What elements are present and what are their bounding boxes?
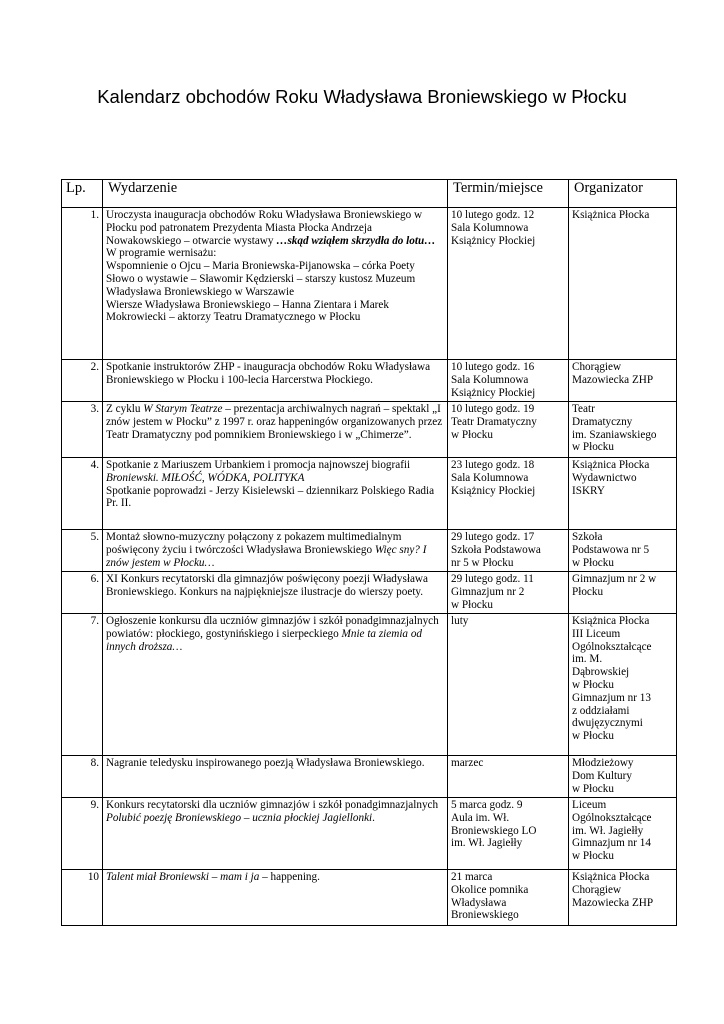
time-place-line: 21 marca: [451, 871, 493, 883]
contest-title: Polubić poezję Broniewskiego – ucznia płockiej Jagiellonki: [106, 811, 373, 824]
organizer-line: im. M.: [572, 653, 603, 666]
event-text: Z cyklu: [106, 403, 144, 415]
organizer-line: im. Wł. Jagiełły: [572, 824, 644, 837]
organizer-cell: [569, 614, 677, 756]
organizer-line: Dramatyczny: [572, 415, 633, 428]
header-lp: Lp.: [62, 180, 103, 208]
organizer-line: im. Szaniawskiego: [572, 428, 657, 441]
time-place-cell: [448, 402, 569, 458]
time-place-cell: [448, 458, 569, 530]
event-text: Spotkanie poprowadzi - Jerzy Kisielewski – dziennikarz Polskiego Radia Pr. II.: [106, 484, 435, 510]
organizer-line: Chorągiew: [572, 361, 622, 373]
table-row: [62, 798, 677, 870]
row-number: 6.: [62, 572, 103, 614]
table-row: [62, 530, 677, 572]
organizer-cell: [569, 870, 677, 926]
time-place-line: Okolice pomnika: [451, 883, 529, 896]
organizer-line: w Płocku: [572, 678, 614, 691]
event-cell: [103, 614, 448, 756]
event-cell: [103, 756, 448, 798]
organizer-line: w Płocku: [572, 441, 614, 454]
table-row: [62, 458, 677, 530]
time-place-cell: [448, 360, 569, 402]
organizer-line: Dom Kultury: [572, 769, 632, 782]
book-title: Broniewski. MIŁOŚĆ, WÓDKA, POLITYKA: [106, 471, 305, 484]
time-place-line: w Płocku: [451, 428, 493, 441]
organizer-line: Młodzieżowy: [572, 757, 634, 769]
event-text: W programie wernisażu:: [106, 247, 217, 260]
time-place-line: w Płocku: [451, 598, 493, 611]
show-title: Więc sny? I znów jestem w Płocku…: [106, 543, 427, 569]
event-text: .: [372, 811, 375, 824]
row-number: 3.: [62, 402, 103, 458]
time-place-cell: [448, 614, 569, 756]
event-text: Wiersze Władysława Broniewskiego – Hanna Zientara i Marek Mokrowiecki – aktorzy Teatru Dramatycznego w Płocku: [106, 298, 389, 324]
time-place-line: 10 lutego godz. 12: [451, 209, 535, 221]
event-text: Montaż słowno-muzyczny połączony z pokazem multimedialnym poświęcony życiu i twórczości Władysława Broniewskiego: [106, 531, 402, 556]
organizer-line: Szkoła: [572, 531, 603, 543]
happening-title: Talent miał Broniewski – mam i ja: [106, 871, 260, 883]
header-event: Wydarzenie: [103, 180, 448, 208]
time-place-cell: [448, 572, 569, 614]
time-place-line: Książnicy Płockiej: [451, 234, 536, 247]
organizer-line: Mazowiecka ZHP: [572, 373, 654, 386]
time-place-line: Aula im. Wł.: [451, 811, 510, 824]
time-place-line: 10 lutego godz. 16: [451, 361, 535, 373]
exhibition-title: …skąd wziąłem skrzydła do lotu…: [276, 234, 436, 247]
organizer-line: Dąbrowskiej: [572, 666, 630, 679]
event-text: XI Konkurs recytatorski dla gimnazjów poświęcony poezji Władysława Broniewskiego. Konkurs na najpiękniejsze ilustracje do wierszy poety.: [106, 573, 428, 598]
table-row: [62, 208, 677, 360]
time-place-line: Sala Kolumnowa: [451, 221, 529, 234]
row-number: 5.: [62, 530, 103, 572]
time-place-cell: [448, 870, 569, 926]
organizer-line: Książnica Płocka: [572, 871, 650, 883]
event-cell: [103, 870, 448, 926]
organizer-cell: [569, 458, 677, 530]
organizer-line: Gimnazjum nr 2 w: [572, 573, 657, 585]
event-text: Nagranie teledysku inspirowanego poezją Władysława Broniewskiego.: [106, 757, 425, 769]
row-number: 8.: [62, 756, 103, 798]
organizer-line: Liceum: [572, 799, 607, 811]
organizer-line: Chorągiew: [572, 883, 622, 896]
time-place-line: marzec: [451, 757, 484, 769]
organizer-cell: [569, 756, 677, 798]
time-place-cell: [448, 798, 569, 870]
event-text: Wspomnienie o Ojcu – Maria Broniewska-Pijanowska – córka Poety: [106, 260, 415, 273]
time-place-line: Broniewskiego LO: [451, 824, 537, 837]
event-cell: [103, 208, 448, 360]
event-cell: [103, 360, 448, 402]
header-time-place: Termin/miejsce: [448, 180, 569, 208]
series-title: W Starym Teatrze: [143, 403, 223, 415]
row-number: 9.: [62, 798, 103, 870]
event-text: Ogłoszenie konkursu dla uczniów gimnazjów i szkół ponadgimnazjalnych powiatów: płockiego, gostynińskiego i sierpeckiego: [106, 615, 439, 640]
event-text: – prezentacja archiwalnych nagrań – spektakl „I znów jestem w Płocku” z 1997 r. oraz happeningów organizowanych przez Teatr Dramatyczny pod pomnikiem Broniewskiego i w „Chimerze”.: [106, 403, 443, 441]
table-row: [62, 572, 677, 614]
table-row: [62, 870, 677, 926]
table-row: [62, 402, 677, 458]
time-place-line: luty: [451, 615, 469, 627]
table-row: [62, 756, 677, 798]
event-text: Konkurs recytatorski dla uczniów gimnazjów i szkół ponadgimnazjalnych: [106, 799, 439, 811]
row-number: 4.: [62, 458, 103, 530]
time-place-line: 23 lutego godz. 18: [451, 459, 535, 471]
organizer-line: Ogólnokształcące: [572, 811, 652, 824]
event-cell: [103, 530, 448, 572]
organizer-line: z oddziałami: [572, 704, 630, 717]
document-title: Kalendarz obchodów Roku Władysława Broniewskiego w Płocku: [97, 86, 627, 107]
event-text: Spotkanie z Mariuszem Urbankiem i promocja najnowszej biografii: [106, 459, 411, 471]
time-place-line: Książnicy Płockiej: [451, 484, 536, 497]
time-place-line: Szkoła Podstawowa: [451, 543, 541, 556]
time-place-line: Broniewskiego: [451, 909, 519, 922]
organizer-line: w Płocku: [572, 850, 614, 863]
event-cell: [103, 402, 448, 458]
organizer-line: Książnica Płocka: [572, 209, 650, 221]
organizer-line: dwujęzycznymi: [572, 717, 643, 730]
time-place-line: Sala Kolumnowa: [451, 471, 529, 484]
time-place-line: nr 5 w Płocku: [451, 556, 514, 569]
time-place-line: Teatr Dramatyczny: [451, 415, 537, 428]
time-place-line: Książnicy Płockiej: [451, 386, 536, 399]
organizer-line: Gimnazjum nr 14: [572, 837, 651, 850]
time-place-line: 5 marca godz. 9: [451, 799, 523, 811]
table-header-row: [62, 180, 677, 208]
organizer-cell: [569, 360, 677, 402]
organizer-line: w Płocku: [572, 782, 614, 795]
events-table: [61, 179, 677, 926]
organizer-line: w Płocku: [572, 556, 614, 569]
event-cell: [103, 798, 448, 870]
organizer-line: w Płocku: [572, 730, 614, 743]
row-number: 7.: [62, 614, 103, 756]
time-place-line: 10 lutego godz. 19: [451, 403, 535, 415]
event-text: Słowo o wystawie – Sławomir Kędzierski – starszy kustosz Muzeum Władysława Broniewskiego w Warszawie: [106, 272, 416, 298]
row-number: 10: [62, 870, 103, 926]
time-place-line: Sala Kolumnowa: [451, 373, 529, 386]
event-text: Spotkanie instruktorów ZHP - inauguracja obchodów Roku Władysława Broniewskiego w Płocku i 100-lecia Harcerstwa Płockiego.: [106, 361, 431, 386]
row-number: 1.: [62, 208, 103, 360]
organizer-line: ISKRY: [572, 484, 605, 497]
contest-title: Mnie ta ziemia od innych droższa…: [106, 627, 423, 653]
event-text: Uroczysta inauguracja obchodów Roku Władysława Broniewskiego w Płocku pod patronatem Prezydenta Miasta Płocka Andrzeja Nowakowskiego – otwarcie wystawy: [106, 209, 423, 247]
event-cell: [103, 572, 448, 614]
header-organizer: Organizator: [569, 180, 677, 208]
row-number: 2.: [62, 360, 103, 402]
organizer-line: Podstawowa nr 5: [572, 543, 650, 556]
organizer-line: Gimnazjum nr 13: [572, 691, 651, 704]
time-place-line: Gimnazjum nr 2: [451, 585, 525, 598]
time-place-line: Władysława: [451, 896, 507, 909]
organizer-line: III Liceum: [572, 627, 621, 640]
organizer-cell: [569, 530, 677, 572]
time-place-line: 29 lutego godz. 17: [451, 531, 535, 543]
time-place-line: im. Wł. Jagiełły: [451, 837, 523, 850]
organizer-cell: [569, 572, 677, 614]
organizer-cell: [569, 402, 677, 458]
organizer-line: Książnica Płocka: [572, 459, 650, 471]
organizer-line: Książnica Płocka: [572, 615, 650, 627]
organizer-cell: [569, 798, 677, 870]
event-cell: [103, 458, 448, 530]
organizer-line: Wydawnictwo: [572, 471, 637, 484]
organizer-line: Mazowiecka ZHP: [572, 896, 654, 909]
organizer-line: Ogólnokształcące: [572, 640, 652, 653]
organizer-line: Płocku: [572, 585, 604, 598]
time-place-cell: [448, 208, 569, 360]
time-place-cell: [448, 756, 569, 798]
time-place-cell: [448, 530, 569, 572]
table-row: [62, 614, 677, 756]
organizer-cell: [569, 208, 677, 360]
time-place-line: 29 lutego godz. 11: [451, 573, 534, 585]
table-row: [62, 360, 677, 402]
event-text: – happening.: [259, 871, 320, 883]
organizer-line: Teatr: [572, 403, 595, 415]
